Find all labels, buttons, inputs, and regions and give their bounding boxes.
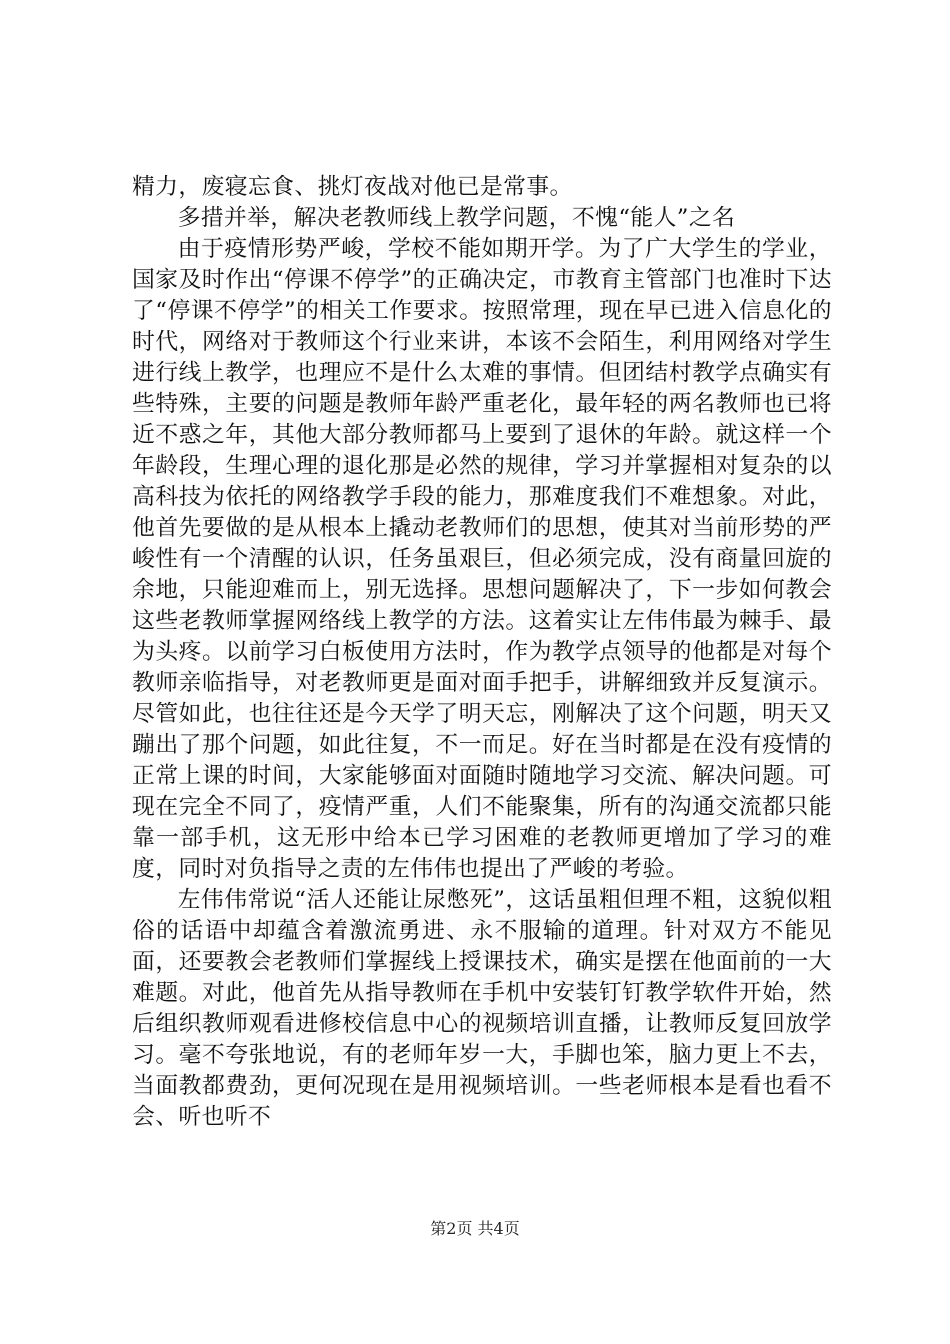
document-body: [132, 172, 832, 1133]
section-heading: 多措并举，解决老教师线上教学问题，不愧“能人”之名: [177, 205, 736, 231]
paragraph-continuation: 精力，废寝忘食、挑灯夜战对他已是常事。: [132, 174, 573, 200]
paragraph: 由于疫情形势严峻，学校不能如期开学。为了广大学生的学业，国家及时作出“停课不停学”的正确决定，市教育主管部门也准时下达了“停课不停学”的相关工作要求。按照常理，现在早已进入信息化的时代，网络对于教师这个行业来讲，本该不会陌生，利用网络对学生进行线上教学，也理应不是什么太难的事情。但团结村教学点确实有些特殊，主要的问题是教师年龄严重老化，最年轻的两名教师也已将近不惑之年，其他大部分教师都马上要到了退休的年龄。就这样一个年龄段，生理心理的退化那是必然的规律，学习并掌握相对复杂的以高科技为依托的网络教学手段的能力，那难度我们不难想象。对此，他首先要做的是从根本上撬动老教师们的思想，使其对当前形势的严峻性有一个清醒的认识，任务虽艰巨，但必须完成，没有商量回旋的余地，只能迎难而上，别无选择。思想问题解决了，下一步如何教会这些老教师掌握网络线上教学的方法。这着实让左伟伟最为棘手、最为头疼。以前学习白板使用方法时，作为教学点领导的他都是对每个教师亲临指导，对老教师更是面对面手把手，讲解细致并反复演示。尽管如此，也往往还是今天学了明天忘，刚解决了这个问题，明天又蹦出了那个问题，如此往复，不一而足。好在当时都是在没有疫情的正常上课的时间，大家能够面对面随时随地学习交流、解决问题。可现在完全不同了，疫情严重，人们不能聚集，所有的沟通交流都只能靠一部手机，这无形中给本已学习困难的老教师更增加了学习的难度，同时对负指导之责的左伟伟也提出了严峻的考验。: [132, 236, 832, 882]
page-number-footer: 第2页 共4页: [430, 1219, 520, 1238]
paragraph: 左伟伟常说“活人还能让尿憋死”，这话虽粗但理不粗，这貌似粗俗的话语中却蕴含着激流勇进、永不服输的道理。针对双方不能见面，还要教会老教师们掌握线上授课技术，确实是摆在他面前的一大难题。对此，他首先从指导教师在手机中安装钉钉教学软件开始，然后组织教师观看进修校信息中心的视频培训直播，让教师反复回放学习。毫不夸张地说，有的老师年岁一大，手脚也笨，脑力更上不去，当面教都费劲，更何况现在是用视频培训。一些老师根本是看也看不会、听也听不: [132, 887, 832, 1130]
